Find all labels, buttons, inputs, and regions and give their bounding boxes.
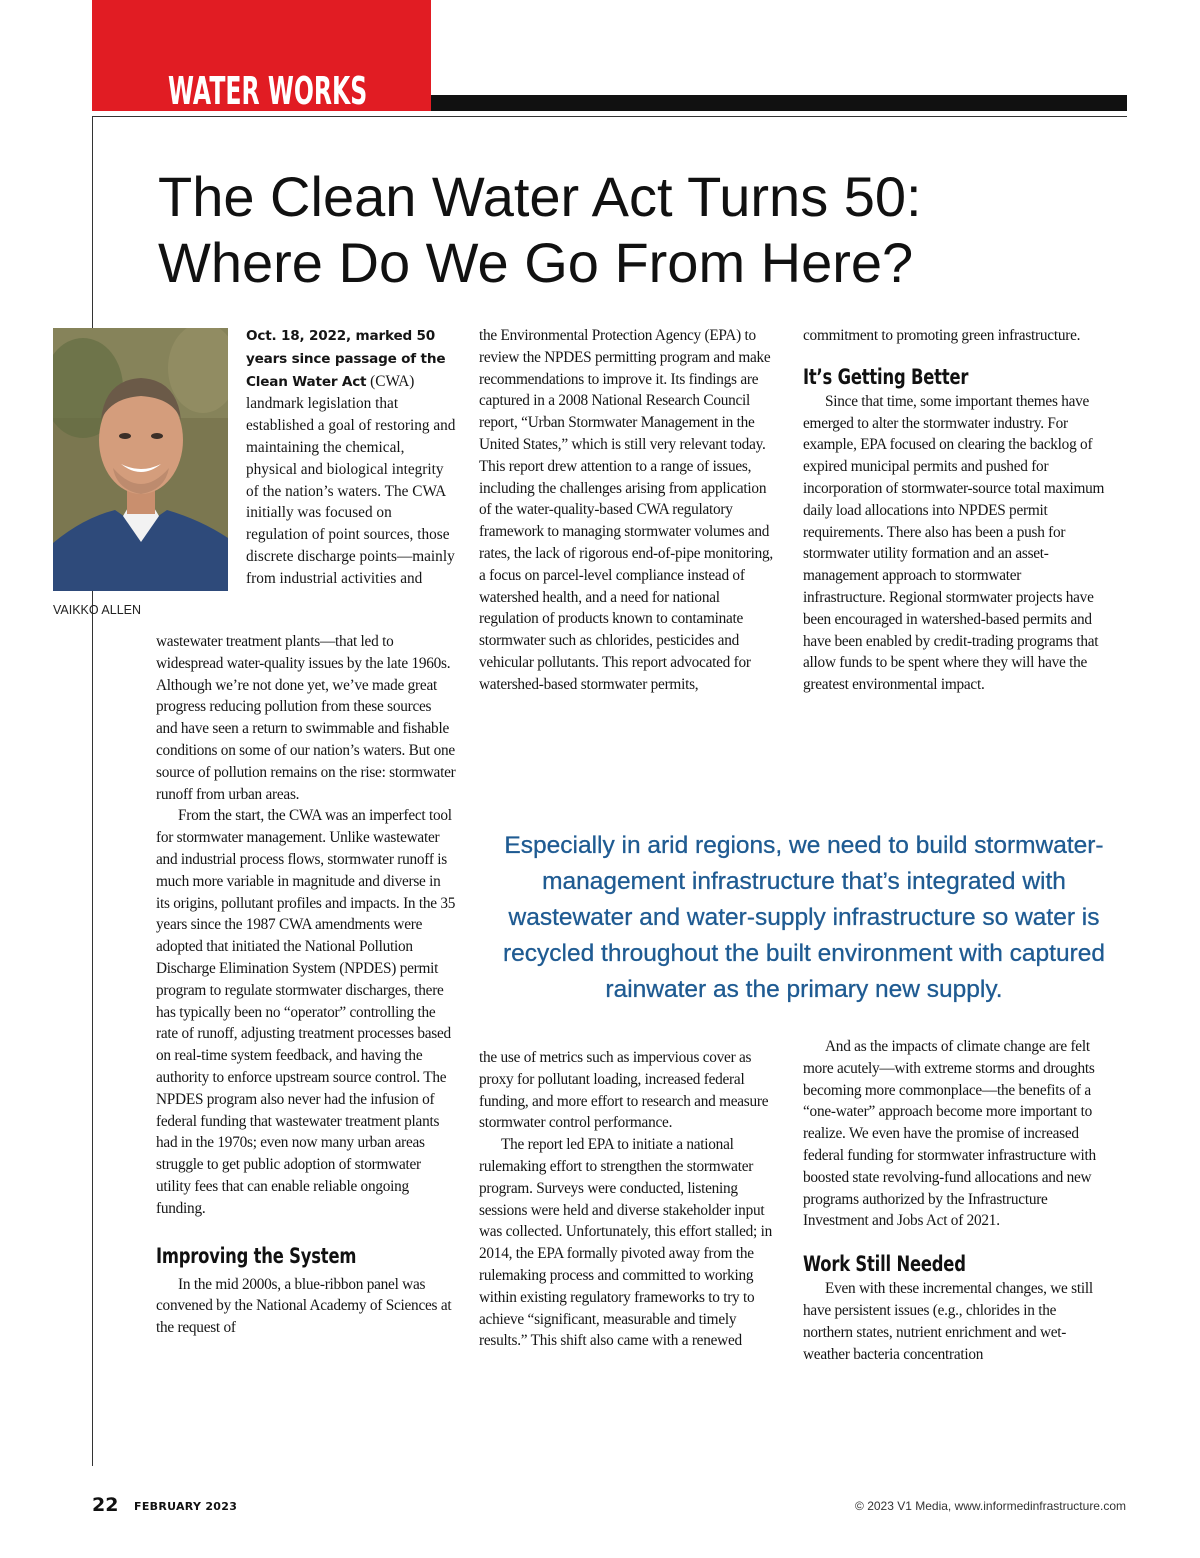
frame-top-rule [92, 116, 1127, 117]
section-label: WATER WORKS [168, 69, 368, 113]
issue-date: FEBRUARY 2023 [134, 1500, 238, 1513]
portrait-photo-icon [53, 328, 228, 591]
column-2-paragraph-2: The report led EPA to initiate a national rulemaking effort to strengthen the stormwater program. Surveys were conducted, listening sessions were held and diverse stakeholder input was collected. Unfortunately, this effort stalled; in 2014, the EPA formally pivoted away from the rulemaking process and committed to working within existing regulatory frameworks to try to achieve “significant, measurable and timely results.” This shift also came with a renewed [479, 1136, 773, 1350]
subhead-improving-the-system: Improving the System [156, 1243, 357, 1268]
column-1-paragraph-3: In the mid 2000s, a blue-ribbon panel was convened by the National Academy of Sciences at the request of [156, 1275, 452, 1337]
page-number: 22 [92, 1494, 119, 1516]
headline-line-1: The Clean Water Act Turns 50: [158, 165, 922, 228]
pull-quote: Especially in arid regions, we need to build stormwater-management infrastructure that’s integrated with wastewater and water-supply infrastructure so water is recycled throughout the built environment with captured rainwater as the primary new supply. [503, 832, 1105, 1003]
column-3-paragraph-3: Even with these incremental changes, we still have persistent issues (e.g., chlorides in the northern states, nutrient enrichment and wet-weather bacteria concentration [803, 1280, 1093, 1363]
article-headline [158, 164, 1108, 296]
subhead-its-getting-better: It’s Getting Better [803, 364, 969, 389]
column-2-paragraph-continued: the use of metrics such as impervious cover as proxy for pollutant loading, increased federal funding, and more effort to research and measure stormwater control performance. [479, 1049, 769, 1132]
column-3-continued-paragraph: commitment to promoting green infrastructure. [803, 327, 1081, 344]
photo-credit: VAIKKO ALLEN [53, 603, 142, 617]
author-portrait-photo [53, 328, 228, 591]
column-1-paragraph-2: From the start, the CWA was an imperfect tool for stormwater management. Unlike wastewater and industrial process flows, stormwater runoff is much more variable in magnitude and diverse in its origins, pollutant profiles and impacts. In the 35 years since the 1987 CWA amendments were adopted that initiated the National Pollution Discharge Elimination System (NPDES) permit program to regulate stormwater discharges, there has typically been no “operator” controlling the rate of runoff, adjusting treatment processes based on real-time system feedback, and having the authority to enforce upstream source control. The NPDES program also never had the infusion of federal funding that wastewater treatment plants had in the 1970s; even now many urban areas struggle to get public adoption of stormwater utility fees that can enable reliable ongoing funding. [156, 807, 456, 1217]
column-3-bottom [803, 1036, 1107, 1365]
column-1-body [156, 631, 456, 1339]
lead-paragraph-intro [246, 325, 456, 590]
lead-bold-text: Oct. 18, 2022, marked 50 years since passage of the Clean Water Act [246, 328, 446, 390]
copyright-notice: © 2023 V1 Media, www.informedinfrastructure.com [855, 1499, 1126, 1513]
lead-rest-text: (CWA) landmark legislation that established a goal of restoring and maintaining the chemical, physical and biological integrity of the nation’s waters. The CWA initially was focused on regulation of point sources, those discrete discharge points—mainly from industrial activities and [246, 372, 456, 587]
subhead-work-still-needed: Work Still Needed [803, 1252, 966, 1277]
lead-paragraph-continued: wastewater treatment plants—that led to widespread water-quality issues by the late 1960s. Although we’re not done yet, we’ve made great progress reducing pollution from these sources and have seen a return to swimmable and fishable conditions on some of our nation’s waters. But one source of pollution remains on the rise: stormwater runoff from urban areas. [156, 633, 456, 803]
column-2-top [479, 325, 781, 696]
column-3-top [803, 325, 1107, 696]
column-2-paragraph-1: the Environmental Protection Agency (EPA) to review the NPDES permitting program and make recommendations to improve it. Its findings are captured in a 2008 National Research Council report, “Urban Stormwater Management in the United States,” which is still very relevant today. This report drew attention to a range of issues, including the challenges arising from application of the water-quality-based CWA regulatory framework to managing stormwater volumes and rates, the lack of rigorous end-of-pipe monitoring, a focus on parcel-level compliance instead of watershed health, and a need for national regulation of products known to contaminate stormwater such as chlorides, pesticides and vehicular pollutants. This report advocated for watershed-based stormwater permits, [479, 327, 773, 693]
column-3-paragraph-1: Since that time, some important themes have emerged to alter the stormwater industry. For example, EPA focused on clearing the backlog of expired municipal permits and pushed for incorporation of stormwater-source total maximum daily load allocations into NPDES permit requirements. There also has been a push for stormwater utility formation and an asset-management approach to stormwater infrastructure. Regional stormwater projects have been encouraged in watershed-based permits and have been enabled by credit-trading programs that allow funds to be spent where they will have the greatest environmental impact. [803, 392, 1105, 694]
headline-line-2: Where Do We Go From Here? [158, 231, 914, 294]
column-3-paragraph-2: And as the impacts of climate change are felt more acutely—with extreme storms and droughts becoming more commonplace—the benefits of a “one-water” approach become more important to realize. We even have the promise of increased federal funding for stormwater infrastructure with boosted state revolving-fund allocations and new programs authorized by the Infrastructure Investment and Jobs Act of 2021. [803, 1038, 1096, 1230]
header-rule [431, 95, 1127, 111]
column-2-bottom [479, 1047, 781, 1352]
frame-left-rule [92, 116, 93, 1466]
